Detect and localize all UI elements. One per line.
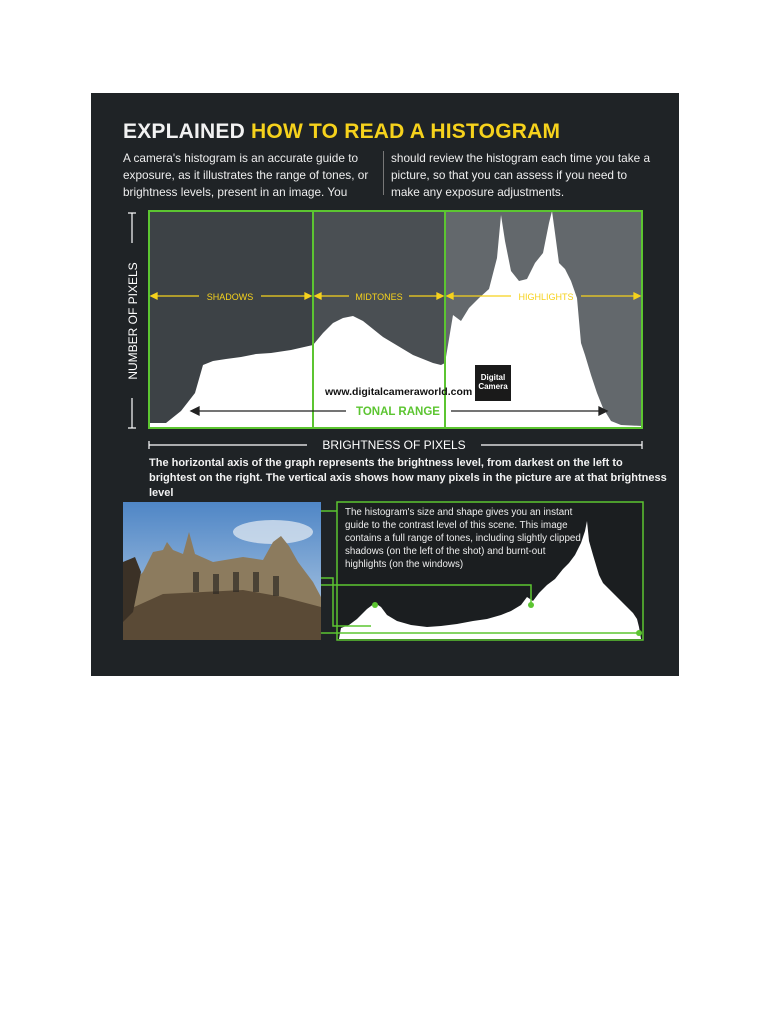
connector-dot: [528, 602, 534, 608]
example-description: The histogram's size and shape gives you an instant guide to the contrast level of this scene. This image contains a full range of tones, including slightly clipped shadows (on the left of the shot) and burnt-out highlights (on the windows): [345, 507, 581, 570]
intro-text-right: should review the histogram each time you take a picture, so that you can assess if you need to make any exposure adjustments.: [391, 151, 651, 199]
title-prefix: EXPLAINED: [123, 120, 245, 143]
intro-text-left: A camera's histogram is an accurate guide to exposure, as it illustrates the range of tones, or brightness levels, present in an image. You: [123, 151, 369, 199]
tonal-range-label: TONAL RANGE: [356, 406, 440, 418]
zone-label-shadows: SHADOWS: [206, 292, 254, 302]
cathedral-photo: [123, 502, 321, 640]
zone-label-highlights: HIGHLIGHTS: [518, 292, 574, 302]
connector-dot: [636, 630, 642, 636]
zone-label-midtones: MIDTONES: [355, 292, 403, 302]
logo-line-1: Digital: [480, 373, 506, 382]
title-highlight: HOW TO READ A HISTOGRAM: [251, 120, 561, 143]
y-axis-label: NUMBER OF PIXELS: [126, 262, 140, 380]
logo-line-2: Camera: [478, 382, 508, 391]
connector-dot: [372, 602, 378, 608]
website-url: www.digitalcameraworld.com: [325, 386, 473, 398]
digital-camera-logo: [475, 365, 511, 401]
x-axis-label: BRIGHTNESS OF PIXELS: [322, 438, 466, 452]
infographic-panel: [91, 93, 679, 676]
axis-caption: The horizontal axis of the graph represents the brightness level, from darkest on the left to brightest on the right. The vertical axis shows how many pixels in the picture are at that brightness level: [149, 457, 667, 499]
